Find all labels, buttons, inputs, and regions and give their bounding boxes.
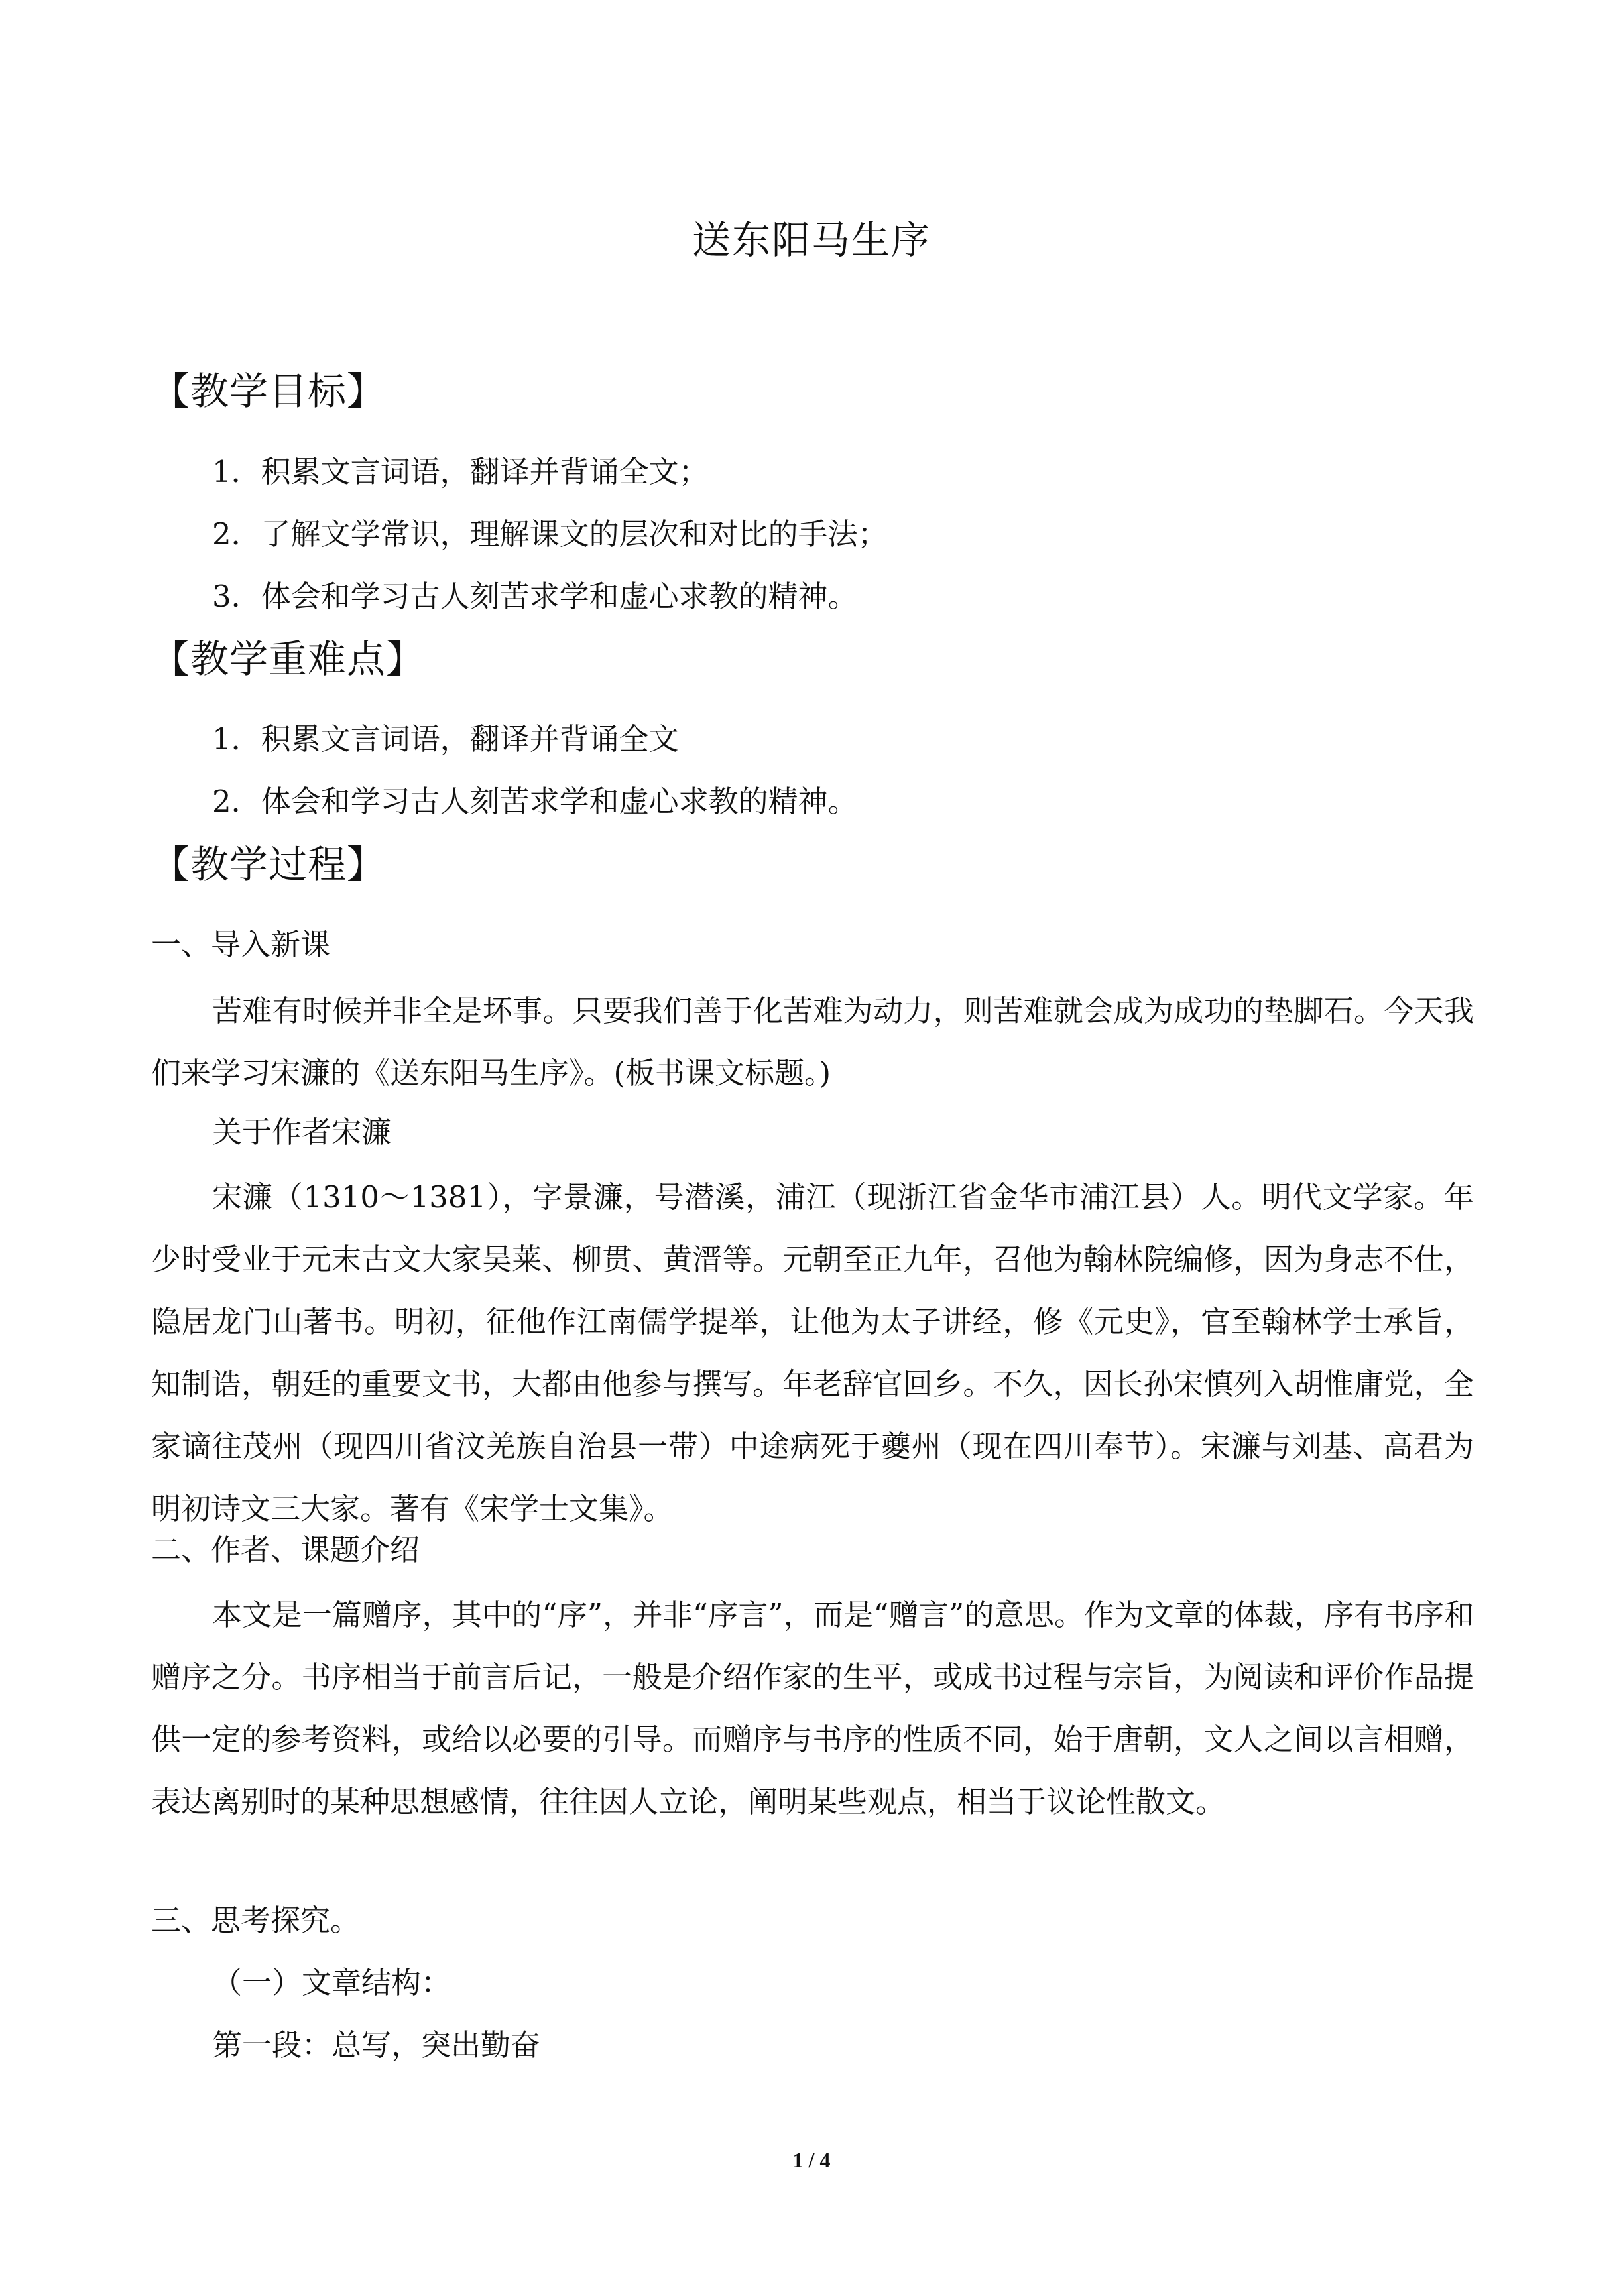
document-title: 送东阳马生序 <box>691 217 931 263</box>
objective-item-3: 3．体会和学习古人刻苦求学和虚心求教的精神。 <box>212 579 858 614</box>
key-point-item-1: 1．积累文言词语，翻译并背诵全文 <box>212 721 679 756</box>
key-point-item-2: 2．体会和学习古人刻苦求学和虚心求教的精神。 <box>212 784 858 819</box>
key-points-heading: 【教学重难点】 <box>151 636 426 682</box>
structure-item-1: 第一段：总写，突出勤奋 <box>212 2027 541 2063</box>
section2-heading: 二、作者、课题介绍 <box>151 1532 420 1567</box>
genre-paragraph: 本文是一篇赠序，其中的“序”，并非“序言”，而是“赠言”的意思。作为文章的体裁，序有书序和赠序之分。书序相当于前言后记，一般是介绍作家的生平，或成书过程与宗旨，为阅读和评价作品提供一定的参考资料，或给以必要的引导。而赠序与书序的性质不同，始于唐朝，文人之间以言相赠，表达离别时的某种思想感情，往往因人立论，阐明某些观点，相当于议论性散文。 <box>151 1597 1474 1819</box>
author-label: 关于作者宋濂 <box>212 1115 392 1150</box>
objective-item-2: 2．了解文学常识，理解课文的层次和对比的手法； <box>212 516 888 552</box>
author-paragraph: 宋濂（1310～1381），字景濂，号潜溪，浦江（现浙江省金华市浦江县）人。明代文学家。年少时受业于元末古文大家吴莱、柳贯、黄溍等。元朝至正九年，召他为翰林院编修，因为身志不仕，隐居龙门山著书。明初，征他作江南儒学提举，让他为太子讲经，修《元史》，官至翰林学士承旨，知制诰，朝廷的重要文书，大都由他参与撰写。年老辞官回乡。不久，因长孙宋慎列入胡惟庸党，全家谪往茂州（现四川省汶羌族自治县一带）中途病死于夔州（现在四川奉节）。宋濂与刘基、高君为明初诗文三大家。著有《宋学士文集》。 <box>151 1179 1474 1526</box>
intro-paragraph: 苦难有时候并非全是坏事。只要我们善于化苦难为动力，则苦难就会成为成功的垫脚石。今天我们来学习宋濂的《送东阳马生序》。(板书课文标题。) <box>151 993 1474 1091</box>
structure-subheading: （一）文章结构： <box>212 1965 451 2000</box>
page-number: 1 / 4 <box>792 2148 831 2172</box>
objectives-heading: 【教学目标】 <box>151 369 387 414</box>
section1-heading: 一、导入新课 <box>151 927 331 962</box>
section3-heading: 三、思考探究。 <box>151 1903 361 1938</box>
process-heading: 【教学过程】 <box>151 842 387 887</box>
objective-item-1: 1．积累文言词语，翻译并背诵全文； <box>212 454 709 489</box>
